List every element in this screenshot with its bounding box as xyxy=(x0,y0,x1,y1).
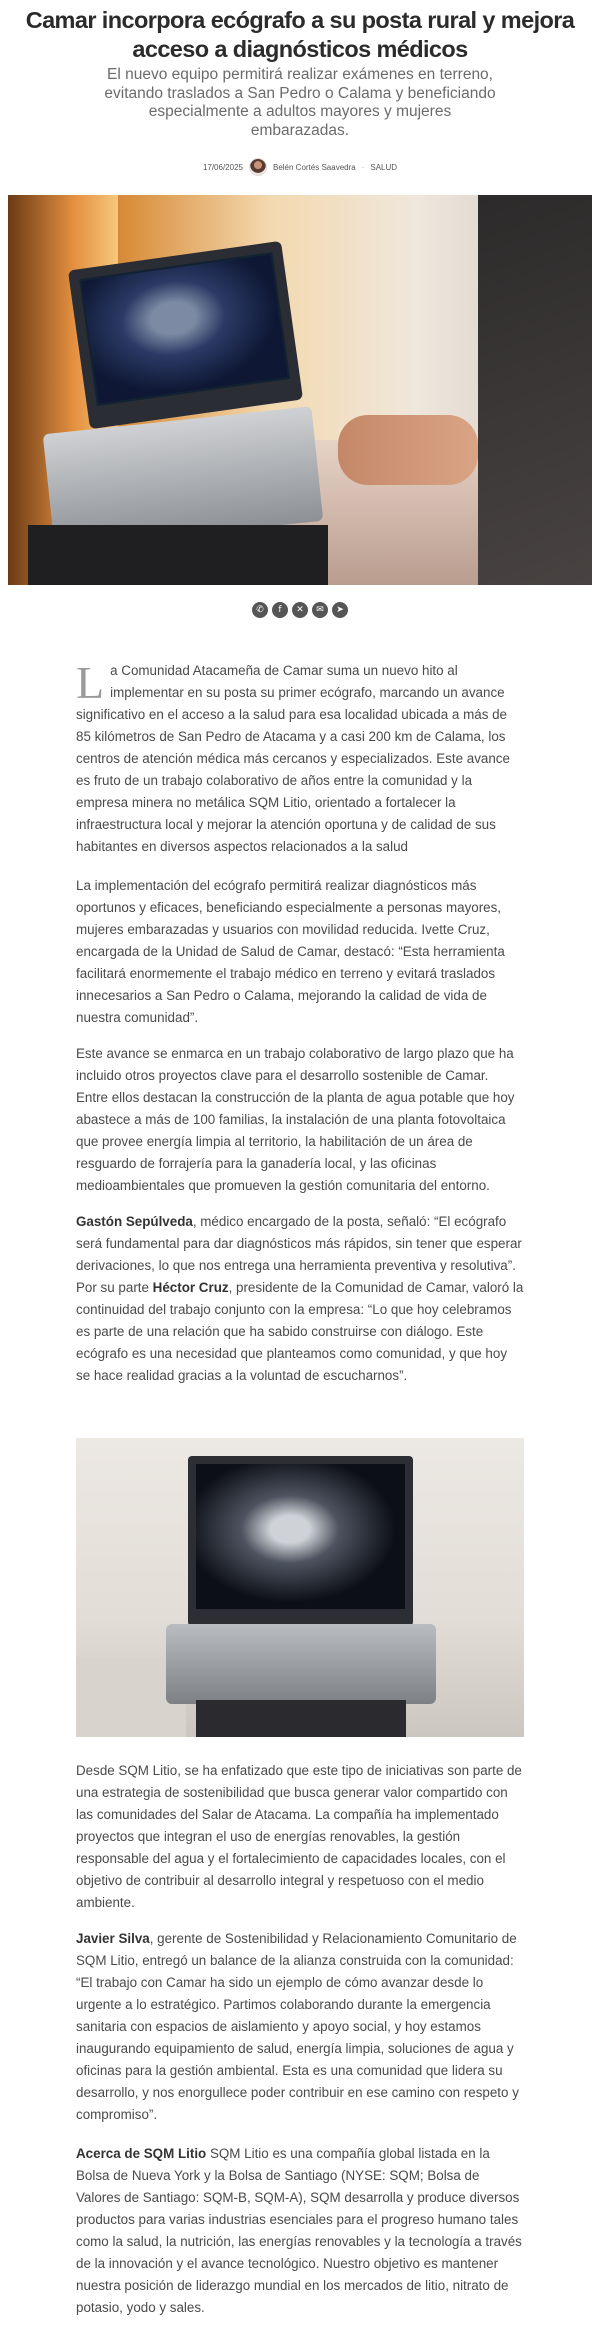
share-bar xyxy=(0,602,600,620)
ultrasound-keyboard xyxy=(166,1624,436,1704)
ultrasound-screen xyxy=(79,252,290,406)
telegram-icon[interactable]: ➤ xyxy=(332,602,348,618)
ultrasound-image xyxy=(76,1438,524,1737)
whatsapp-icon[interactable]: ✆ xyxy=(252,602,268,618)
paragraph-7-text: SQM Litio es una compañía global listada en la Bolsa de Nueva York y la Bolsa de Santiago (NYSE: SQM; Bolsa de Valores de Santiago: SQM-B, SQM-A), SQM desarrolla y produce diversos productos para varias industrias esenciales para el progreso humano tales como la salud, la nutrición, las energías renovables y la tecnología a través de la innovación y el avance tecnológico. Nuestro objetivo es mantener nuestra posición de liderazgo mundial en los mercados de litio, nitrato de potasio, yodo y sales. xyxy=(76,2146,522,2315)
paragraph-1-text: a Comunidad Atacameña de Camar suma un nuevo hito al implementar en su posta su primer ecógrafo, marcando un avance significativo en el acceso a la salud para esa localidad ubicada a más de 85 kilómetros de San Pedro de Atacama y a casi 200 km de Calama, los centros de atención médica más cercanos y especializados. Este avance es fruto de un trabajo colaborativo de años entre la comunidad y la empresa minera no metálica SQM Litio, orientado a fortalecer la infraestructura local y mejorar la atención oportuna y de calidad de sus habitantes en diversos aspectos relacionados a la salud xyxy=(76,663,510,854)
hand xyxy=(338,415,478,485)
meta-separator: · xyxy=(361,162,365,172)
facebook-icon[interactable]: f xyxy=(272,602,288,618)
author-name[interactable]: Belén Cortés Saavedra xyxy=(272,162,356,172)
article-subtitle: El nuevo equipo permitirá realizar exámenes en terreno, evitando traslados a San Pedro o Calama y beneficiando especialmente a adultos mayores y mujeres embarazadas. xyxy=(104,66,496,139)
paragraph-4-part1: , médico encargado de la posta, señaló: “El ecógrafo será fundamental para dar diagnósticos más rápidos, sin tener que esperar derivaciones, lo que nos entrega una herramienta preventiva y resolutiva”. Por su parte xyxy=(76,1214,522,1295)
name-javier: Javier Silva xyxy=(76,1931,150,1946)
category-label[interactable]: SALUD xyxy=(370,162,398,172)
ultrasound-monitor-2 xyxy=(188,1456,413,1626)
drop-cap: L xyxy=(76,657,105,708)
paragraph-1 xyxy=(76,657,524,858)
ultrasound-base xyxy=(28,525,328,585)
article-title: Camar incorpora ecógrafo a su posta rural y mejora acceso a diagnósticos médicos xyxy=(25,7,575,62)
paragraph-5: Desde SQM Litio, se ha enfatizado que este tipo de iniciativas son parte de una estrategia de sostenibilidad que busca generar valor compartido con las comunidades del Salar de Atacama. La compañía ha implementado proyectos que integran el uso de energías renovables, la gestión responsable del agua y el fortalecimiento de capacidades locales, con el objetivo de contribuir al desarrollo integral y respetuoso con el medio ambiente. xyxy=(76,1763,522,1910)
email-icon[interactable]: ✉ xyxy=(312,602,328,618)
name-hector: Héctor Cruz xyxy=(152,1280,229,1295)
doctor-figure xyxy=(478,195,592,585)
ultrasound-cart xyxy=(196,1700,406,1737)
paragraph-3: Este avance se enmarca en un trabajo colaborativo de largo plazo que ha incluido otros proyectos clave para el desarrollo sostenible de Camar. Entre ellos destacan la construcción de la planta de agua potable que hoy abastece a más de 100 familias, la instalación de una planta fotovoltaica que provee energía limpia al territorio, la habilitación de un área de resguardo de forrajería para la ganadería local, y las oficinas medioambientales que promueven la gestión comunitaria del entorno. xyxy=(76,1046,515,1193)
article-meta xyxy=(0,155,600,179)
about-title: Acerca de SQM Litio xyxy=(76,2146,207,2161)
paragraph-6-text: , gerente de Sostenibilidad y Relacionamiento Comunitario de SQM Litio, entregó un balance de la alianza construida con la comunidad: “El trabajo con Camar ha sido un ejemplo de cómo avanzar desde lo urgente a lo estratégico. Partimos colaborando durante la emergencia sanitaria con espacios de aislamiento y apoyo social, y hoy estamos inaugurando equipamiento de salud, energía limpia, soluciones de agua y oficinas para la gestión ambiental. Esta es una comunidad que lidera su desarrollo, y nos enorgullece poder contribuir en ese camino con respeto y compromiso”. xyxy=(76,1931,519,2122)
paragraph-4 xyxy=(76,1211,524,1387)
paragraph-2: La implementación del ecógrafo permitirá realizar diagnósticos más oportunos y eficaces, beneficiando especialmente a personas mayores, mujeres embarazadas y usuarios con movilidad reducida. Ivette Cruz, encargada de la Unidad de Salud de Camar, destacó: “Esta herramienta facilitará enormemente el trabajo médico en terreno y evitará traslados innecesarios a San Pedro o Calama, mejorando la calidad de vida de nuestra comunidad”. xyxy=(76,878,505,1025)
paragraph-4-part2: , presidente de la Comunidad de Camar, valoró la continuidad del trabajo conjunto con la empresa: “Lo que hoy celebramos es parte de una relación que ha sabido construirse con diálogo. Este ecógrafo es una necesidad que planteamos como comunidad, y que hoy se hace realidad gracias a la voluntad de escucharnos”. xyxy=(76,1280,524,1383)
paragraph-6 xyxy=(76,1928,524,2126)
name-gaston: Gastón Sepúlveda xyxy=(76,1214,193,1229)
publish-date: 17/06/2025 xyxy=(202,162,243,172)
ultrasound-monitor xyxy=(68,241,303,429)
paragraph-7 xyxy=(76,2143,524,2319)
x-icon[interactable]: ✕ xyxy=(292,602,308,618)
ultrasound-screen-2 xyxy=(196,1464,405,1609)
author-avatar[interactable] xyxy=(249,158,267,176)
hero-image xyxy=(8,195,592,585)
